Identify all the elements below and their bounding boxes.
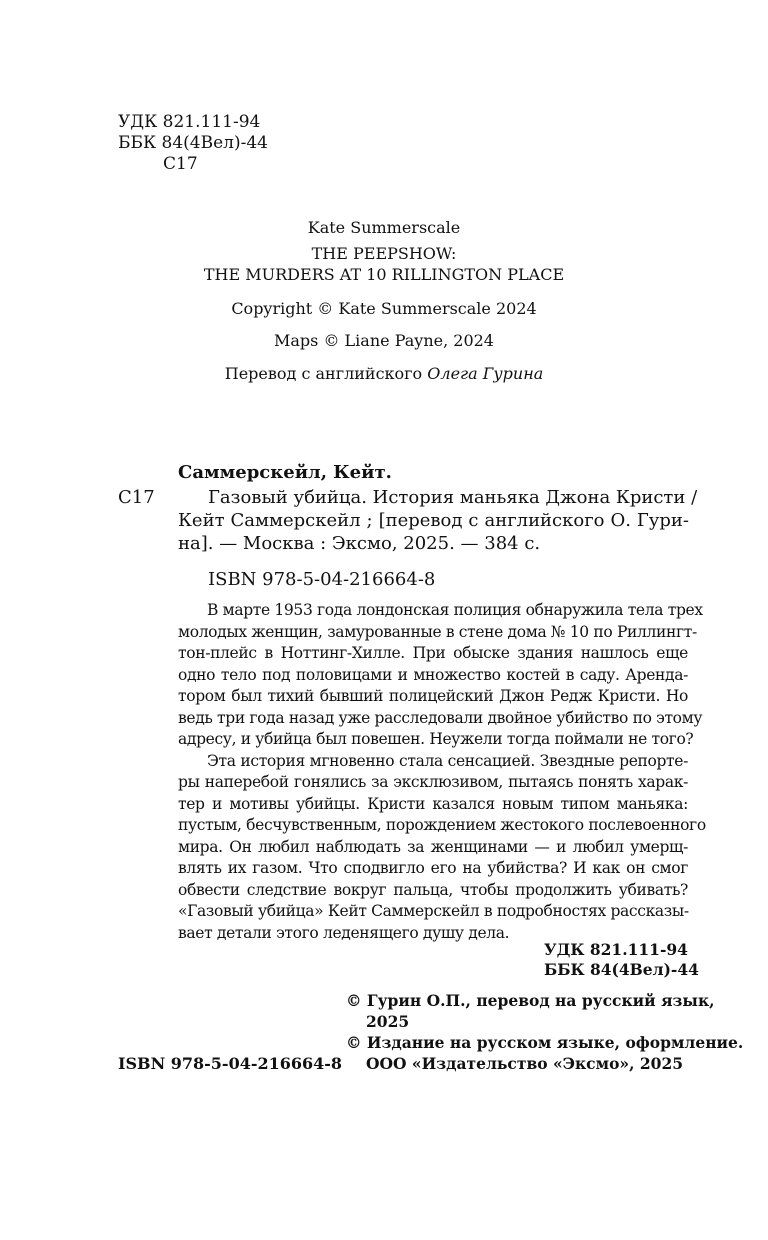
annotation-line: влять их газом. Что сподвигло его на убийства? И как он смог <box>178 859 688 877</box>
catalog-author: Саммерскейл, Кейт. <box>178 462 392 483</box>
original-copyright: Copyright © Kate Summerscale 2024 <box>231 299 537 318</box>
translation-credit <box>0 364 768 383</box>
catalog-line2: Кейт Саммерскейл ; [перевод с английского О. Гури- <box>178 510 689 531</box>
annotation-line: ры наперебой гонялись за эксклюзивом, пытаясь понять харак- <box>178 773 688 791</box>
annotation-line: адресу, и убийца был повешен. Неужели тогда поймали не того? <box>178 730 694 748</box>
translation-prefix: Перевод с английского <box>224 364 423 383</box>
annotation-line: пустым, бесчувственным, порождением жестокого послевоенного <box>178 816 706 834</box>
original-title-line2: THE MURDERS AT 10 RILLINGTON PLACE <box>203 265 565 284</box>
rights-line4: ООО «Издательство «Эксмо», 2025 <box>366 1054 684 1073</box>
bbk-code: ББК 84(4Вел)-44 <box>118 133 268 153</box>
catalog-line3: на]. — Москва : Эксмо, 2025. — 384 с. <box>178 533 541 554</box>
annotation-line: «Газовый убийца» Кейт Саммерскейл в подробностях рассказы- <box>178 902 689 920</box>
annotation-line: молодых женщин, замурованные в стене дома № 10 по Риллингт- <box>178 622 697 641</box>
original-author: Kate Summerscale <box>307 218 461 237</box>
annotation-line: обвести следствие вокруг пальца, чтобы продолжить убивать? <box>178 880 688 899</box>
catalog-line1: Газовый убийца. История маньяка Джона Кристи / <box>208 487 698 508</box>
annotation-line: тором был тихий бывший полицейский Джон Редж Кристи. Но <box>178 687 688 705</box>
udk-code: УДК 821.111-94 <box>118 112 261 132</box>
annotation-line: тер и мотивы убийцы. Кристи казался новым типом маньяка: <box>178 794 688 813</box>
annotation-line: вает детали этого леденящего душу дела. <box>178 923 510 942</box>
original-title-line1: THE PEEPSHOW: <box>311 244 457 263</box>
translator-name: Олега Гурина <box>427 364 544 383</box>
annotation-line: Эта история мгновенно стала сенсацией. Звездные репорте- <box>207 751 688 770</box>
rights-line1: © Гурин О.П., перевод на русский язык, <box>346 991 715 1010</box>
annotation-line: тон-плейс в Ноттинг-Хилле. При обыске здания нашлось еще <box>178 644 688 662</box>
rights-line2: 2025 <box>366 1012 410 1031</box>
maps-copyright: Maps © Liane Payne, 2024 <box>274 331 494 350</box>
bbk-bottom: ББК 84(4Вел)-44 <box>544 960 699 979</box>
udk-bottom: УДК 821.111-94 <box>544 940 688 959</box>
annotation <box>178 600 706 944</box>
footer-isbn: ISBN 978-5-04-216664-8 <box>118 1054 343 1073</box>
author-mark: С17 <box>163 154 198 174</box>
annotation-line: одно тело под половицами и множество костей в саду. Аренда- <box>178 665 688 684</box>
catalog-isbn: ISBN 978-5-04-216664-8 <box>208 569 436 590</box>
catalog-code: С17 <box>118 487 155 508</box>
rights-line3: © Издание на русском языке, оформление. <box>346 1033 744 1052</box>
annotation-line: В марте 1953 года лондонская полиция обнаружила тела трех <box>207 601 703 619</box>
annotation-line: мира. Он любил наблюдать за женщинами — и любил умерщ- <box>178 837 688 856</box>
annotation-line: ведь три года назад уже расследовали двойное убийство по этому <box>178 708 703 727</box>
